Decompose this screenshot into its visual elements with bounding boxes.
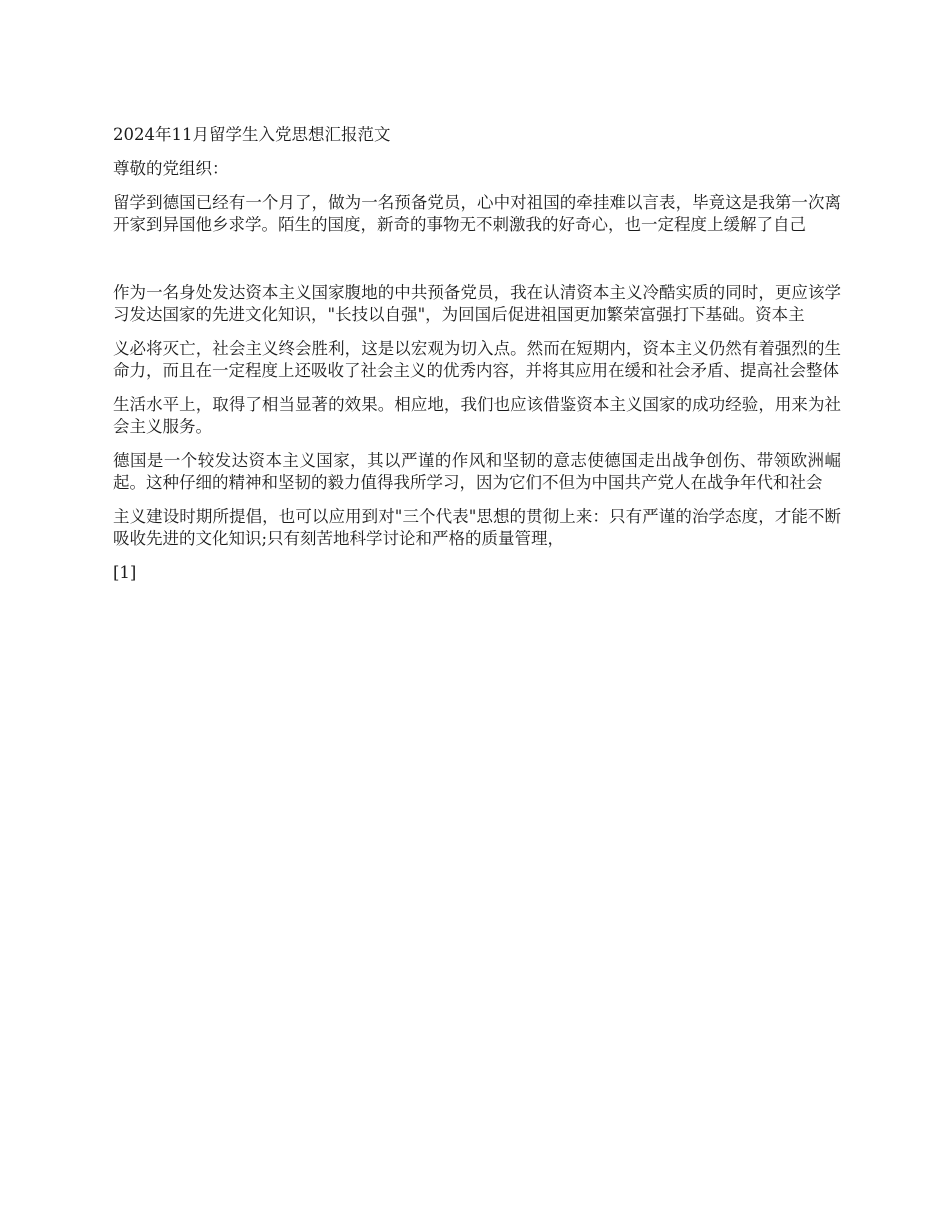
document-body (113, 124, 841, 596)
document-title: 2024年11月留学生入党思想汇报范文 (113, 125, 391, 144)
paragraph-4: 生活水平上，取得了相当显著的效果。相应地，我们也应该借鉴资本主义国家的成功经验，用来为社会主义服务。 (113, 395, 841, 436)
salutation: 尊敬的党组织： (113, 159, 229, 178)
paragraph-6: 主义建设时期所提倡，也可以应用到对"三个代表"思想的贯彻上来：只有严谨的治学态度，才能不断吸收先进的文化知识;只有刻苦地科学讨论和严格的质量管理， (113, 507, 841, 548)
paragraph-1: 留学到德国已经有一个月了，做为一名预备党员，心中对祖国的牵挂难以言表，毕竟这是我第一次离开家到异国他乡求学。陌生的国度，新奇的事物无不刺激我的好奇心，也一定程度上缓解了自己 (113, 193, 841, 234)
blank-gap (113, 248, 841, 282)
paragraph-3: 义必将灭亡，社会主义终会胜利，这是以宏观为切入点。然而在短期内，资本主义仍然有着强烈的生命力，而且在一定程度上还吸收了社会主义的优秀内容，并将其应用在缓和社会矛盾、提高社会整体 (113, 339, 841, 380)
paragraph-2: 作为一名身处发达资本主义国家腹地的中共预备党员，我在认清资本主义冷酷实质的同时，更应该学习发达国家的先进文化知识，"长技以自强"，为回国后促进祖国更加繁荣富强打下基础。资本主 (113, 283, 841, 324)
paragraph-5: 德国是一个较发达资本主义国家，其以严谨的作风和坚韧的意志使德国走出战争创伤、带领欧洲崛起。这种仔细的精神和坚韧的毅力值得我所学习，因为它们不但为中国共产党人在战争年代和社会 (113, 451, 841, 492)
footnote-marker: [1] (113, 563, 137, 582)
